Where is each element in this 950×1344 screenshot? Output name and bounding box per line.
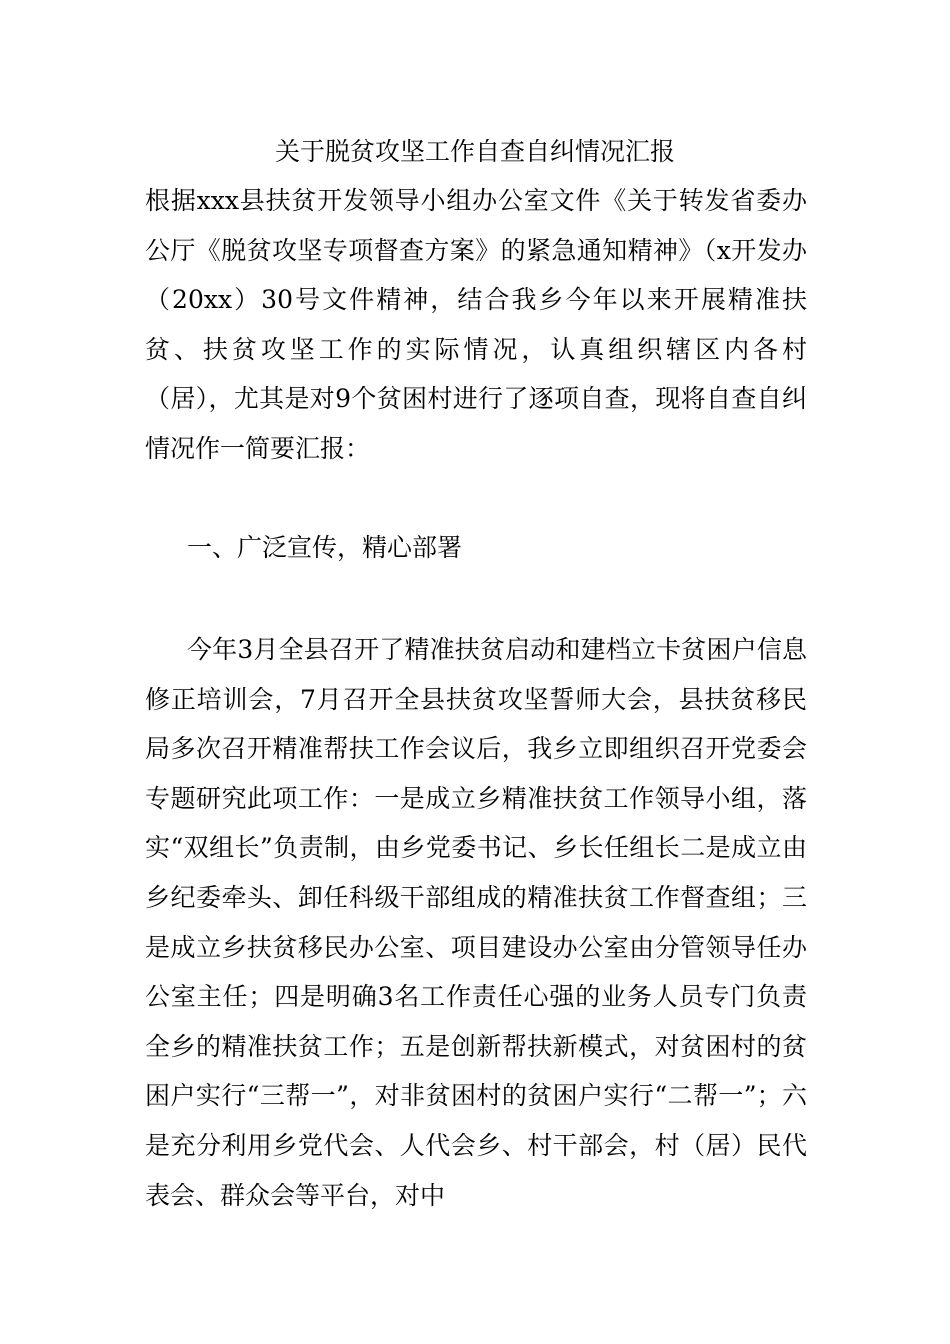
intro-paragraph: 根据xxx县扶贫开发领导小组办公室文件《关于转发省委办公厅《脱贫攻坚专项督查方案》的紧急通知精神》（x开发办（20xx）30号文件精神，结合我乡今年以来开展精准扶贫、扶贫攻坚工作的实际情况，认真组织辖区内各村（居），尤其是对9个贫困村进行了逐项自查，现将自查自纠情况作一简要汇报： [145, 186, 807, 463]
section-paragraph: 今年3月全县召开了精准扶贫启动和建档立卡贫困户信息修正培训会，7月召开全县扶贫攻坚誓师大会，县扶贫移民局多次召开精准帮扶工作会议后，我乡立即组织召开党委会专题研究此项工作：一是成立乡精准扶贫工作领导小组，落实“双组长”负责制，由乡党委书记、乡长任组长二是成立由乡纪委牵头、卸任科级干部组成的精准扶贫工作督查组；三是成立乡扶贫移民办公室、项目建设办公室由分管领导任办公室主任；四是明确3名工作责任心强的业务人员专门负责全乡的精准扶贫工作；五是创新帮扶新模式，对贫困村的贫困户实行“三帮一”，对非贫困村的贫困户实行“二帮一”；六是充分利用乡党代会、人代会乡、村干部会，村（居）民代表会、群众会等平台，对中 [145, 635, 807, 1210]
section-heading: 一、广泛宣传，精心部署 [187, 533, 463, 562]
document-title: 关于脱贫攻坚工作自查自纠情况汇报 [274, 137, 675, 166]
